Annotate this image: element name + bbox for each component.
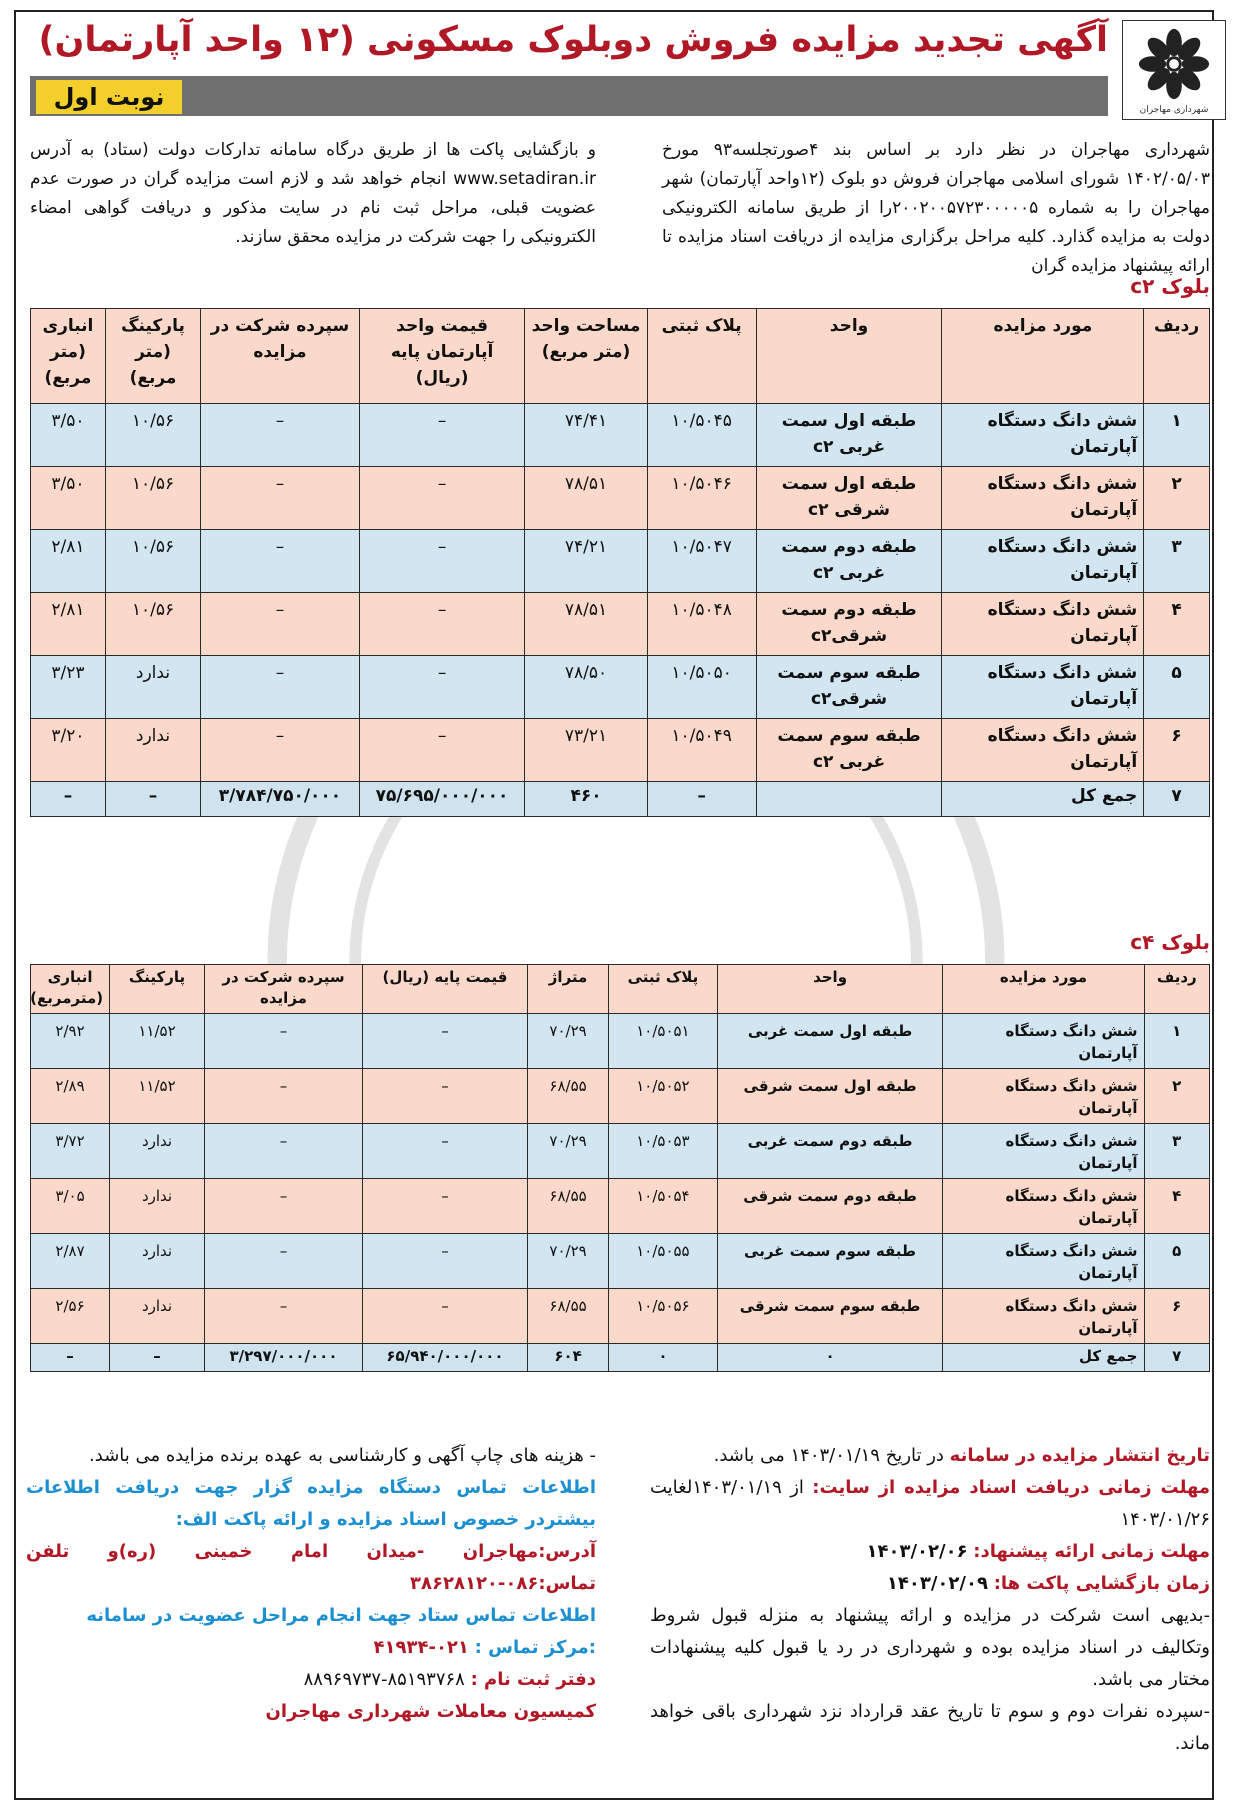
org-contact-heading: اطلاعات تماس دستگاه مزایده گزار جهت دریافت اطلاعات بیشتردر خصوص اسناد مزایده و ارائه پاکت الف:	[26, 1477, 596, 1530]
cell-price: –	[363, 1234, 528, 1289]
header-cell: مساحت واحد (متر مربع)	[525, 309, 647, 404]
call-center-label: :مرکز تماس :	[474, 1637, 596, 1658]
cell-storage: ۳/۰۵	[31, 1179, 110, 1234]
table-header-row	[31, 965, 1210, 1014]
cell-unit: طبقه سوم سمت شرقیc۲	[756, 656, 942, 719]
total-cell-storage: –	[31, 782, 106, 817]
total-cell-unit: ۰	[717, 1344, 943, 1372]
cell-price: –	[363, 1289, 528, 1344]
cell-area: ۷۰/۲۹	[527, 1124, 608, 1179]
cell-storage: ۳/۵۰	[31, 404, 106, 467]
cell-item: شش دانگ دستگاه آپارتمان	[942, 467, 1144, 530]
cell-parking: ندارد	[110, 1289, 205, 1344]
cell-area: ۷۳/۲۱	[525, 719, 647, 782]
table-row	[31, 530, 1210, 593]
cell-storage: ۲/۸۱	[31, 530, 106, 593]
cell-item: شش دانگ دستگاه آپارتمان	[942, 530, 1144, 593]
table-row	[31, 1179, 1210, 1234]
cell-n: ۵	[1144, 656, 1210, 719]
header-cell: واحد	[717, 965, 943, 1014]
cell-price: –	[359, 719, 525, 782]
cell-unit: طبقه اول سمت غربی	[717, 1014, 943, 1069]
block-c2-table	[30, 308, 1210, 817]
header-cell: پارکینگ (متر مربع)	[105, 309, 200, 404]
edition-badge: نوبت اول	[36, 80, 182, 114]
cell-area: ۷۴/۲۱	[525, 530, 647, 593]
cell-area: ۷۸/۵۰	[525, 656, 647, 719]
cell-area: ۶۸/۵۵	[527, 1069, 608, 1124]
cell-plaque: ۱۰/۵۰۵۰	[647, 656, 756, 719]
header-cell: انباری (مترمربع)	[31, 965, 110, 1014]
total-row	[31, 782, 1210, 817]
header-cell: سپرده شرکت در مزایده	[201, 309, 360, 404]
cell-storage: ۲/۹۲	[31, 1014, 110, 1069]
note-deposit: -سپرده نفرات دوم و سوم تا تاریخ عقد قرارداد نزد شهرداری باقی خواهد ماند.	[650, 1701, 1210, 1754]
cell-deposit: –	[204, 1179, 362, 1234]
cell-price: –	[363, 1014, 528, 1069]
header-cell: مورد مزایده	[943, 965, 1144, 1014]
table-row	[31, 593, 1210, 656]
header-cell: سپرده شرکت در مزایده	[204, 965, 362, 1014]
total-cell-plaque: ۰	[609, 1344, 717, 1372]
contact-section	[26, 1440, 596, 1728]
cell-plaque: ۱۰/۵۰۴۶	[647, 467, 756, 530]
cell-unit: طبقه سوم سمت شرقی	[717, 1289, 943, 1344]
block-c4-table	[30, 964, 1210, 1372]
cell-deposit: –	[201, 656, 360, 719]
cell-deposit: –	[201, 404, 360, 467]
cell-n: ۱	[1144, 1014, 1210, 1069]
setad-contact-heading: اطلاعات تماس ستاد جهت انجام مراحل عضویت در سامانه	[86, 1605, 596, 1626]
cell-item: شش دانگ دستگاه آپارتمان	[942, 404, 1144, 467]
cell-parking: ندارد	[110, 1124, 205, 1179]
total-cell-item: جمع کل	[942, 782, 1144, 817]
total-cell-n: ۷	[1144, 1344, 1210, 1372]
header-cell: ردیف	[1144, 965, 1210, 1014]
block-c4-label: بلوک c۴	[1130, 930, 1210, 954]
header-cell: واحد	[756, 309, 942, 404]
cell-storage: ۲/۸۹	[31, 1069, 110, 1124]
cell-n: ۲	[1144, 1069, 1210, 1124]
table-row	[31, 656, 1210, 719]
cell-item: شش دانگ دستگاه آپارتمان	[943, 1289, 1144, 1344]
cell-storage: ۲/۸۱	[31, 593, 106, 656]
cell-price: –	[363, 1069, 528, 1124]
total-cell-deposit: ۳/۲۹۷/۰۰۰/۰۰۰	[204, 1344, 362, 1372]
total-cell-area: ۴۶۰	[525, 782, 647, 817]
cell-storage: ۳/۷۲	[31, 1124, 110, 1179]
cell-item: شش دانگ دستگاه آپارتمان	[943, 1179, 1144, 1234]
advert-header	[30, 14, 1226, 124]
cell-unit: طبقه سوم سمت غربی c۲	[756, 719, 942, 782]
table-row	[31, 1234, 1210, 1289]
signature: کمیسیون معاملات شهرداری مهاجران	[265, 1701, 596, 1722]
cell-n: ۲	[1144, 467, 1210, 530]
total-cell-storage: –	[31, 1344, 110, 1372]
cell-plaque: ۱۰/۵۰۵۵	[609, 1234, 717, 1289]
cell-plaque: ۱۰/۵۰۵۶	[609, 1289, 717, 1344]
header-cell: قیمت واحد آپارتمان پایه (ریال)	[359, 309, 525, 404]
docs-label: مهلت زمانی دریافت اسناد مزایده از سایت:	[812, 1477, 1210, 1498]
cell-plaque: ۱۰/۵۰۵۲	[609, 1069, 717, 1124]
cell-area: ۷۴/۴۱	[525, 404, 647, 467]
opening-label: زمان بازگشایی پاکت ها:	[993, 1573, 1210, 1594]
cell-price: –	[363, 1179, 528, 1234]
cell-parking: ندارد	[110, 1234, 205, 1289]
cell-storage: ۳/۲۳	[31, 656, 106, 719]
cell-unit: طبقه اول سمت شرقی	[717, 1069, 943, 1124]
cell-unit: طبقه اول سمت شرقی c۲	[756, 467, 942, 530]
cost-note: - هزینه های چاپ آگهی و کارشناسی به عهده برنده مزایده می باشد.	[89, 1445, 596, 1466]
cell-parking: ندارد	[105, 656, 200, 719]
cell-price: –	[359, 404, 525, 467]
offer-value: ۱۴۰۳/۰۲/۰۶	[866, 1541, 968, 1562]
table-row	[31, 1069, 1210, 1124]
total-cell-plaque: –	[647, 782, 756, 817]
call-center	[26, 1632, 596, 1664]
intro-paragraph-right: شهرداری مهاجران در نظر دارد بر اساس بند ۴صورتجلسه۹۳ مورخ ۱۴۰۲/۰۵/۰۳ شورای اسلامی مهاجران فروش دو بلوک (۱۲واحد آپارتمان) شهر مهاجران را به شماره ۲۰۰۲۰۰۵۷۲۳۰۰۰۰۰۵را از طریق سامانه الکترونیکی دولت به مزایده گذارد. کلیه مراحل برگزاری مزایده از دریافت اسناد مزایده تا ارائه پیشنهاد مزایده گران	[662, 140, 1211, 276]
cell-unit: طبقه اول سمت غربی c۲	[756, 404, 942, 467]
cell-deposit: –	[201, 593, 360, 656]
cell-deposit: –	[204, 1124, 362, 1179]
registry-value: ۸۵۱۹۳۷۶۸-۸۸۹۶۹۷۳۷	[303, 1669, 465, 1690]
table-row	[31, 1289, 1210, 1344]
header-cell: ردیف	[1144, 309, 1210, 404]
total-cell-unit	[756, 782, 942, 817]
cell-price: –	[359, 656, 525, 719]
total-cell-area: ۶۰۴	[527, 1344, 608, 1372]
cell-n: ۳	[1144, 530, 1210, 593]
cell-item: شش دانگ دستگاه آپارتمان	[942, 656, 1144, 719]
cell-deposit: –	[201, 719, 360, 782]
table-header-row	[31, 309, 1210, 404]
publish-label: تاریخ انتشار مزایده در سامانه	[949, 1445, 1210, 1466]
advert-title: آگهی تجدید مزایده فروش دوبلوک مسکونی (۱۲ واحد آپارتمان)	[38, 20, 1108, 60]
cell-parking: ۱۱/۵۲	[110, 1069, 205, 1124]
municipality-logo	[1122, 20, 1226, 120]
cell-item: شش دانگ دستگاه آپارتمان	[942, 719, 1144, 782]
total-cell-parking: –	[105, 782, 200, 817]
logo-caption: شهرداری مهاجران	[1139, 105, 1209, 115]
block-c2-label: بلوک c۲	[1130, 274, 1210, 298]
call-center-value: ۰۲۱-۴۱۹۳۴	[373, 1637, 469, 1658]
offer-deadline	[650, 1536, 1210, 1568]
cell-price: –	[359, 467, 525, 530]
registry-office	[26, 1664, 596, 1696]
table-row	[31, 1014, 1210, 1069]
cell-item: شش دانگ دستگاه آپارتمان	[943, 1124, 1144, 1179]
table-row	[31, 719, 1210, 782]
total-cell-price: ۷۵/۶۹۵/۰۰۰/۰۰۰	[359, 782, 525, 817]
title-subbar	[30, 76, 1108, 116]
cell-plaque: ۱۰/۵۰۵۴	[609, 1179, 717, 1234]
cell-item: شش دانگ دستگاه آپارتمان	[943, 1069, 1144, 1124]
cell-parking: ۱۰/۵۶	[105, 404, 200, 467]
opening-value: ۱۴۰۳/۰۲/۰۹	[886, 1573, 988, 1594]
total-cell-parking: –	[110, 1344, 205, 1372]
total-cell-item: جمع کل	[943, 1344, 1144, 1372]
cell-n: ۴	[1144, 1179, 1210, 1234]
total-cell-deposit: ۳/۷۸۴/۷۵۰/۰۰۰	[201, 782, 360, 817]
intro-paragraph-left: و بازگشایی پاکت ها از طریق درگاه سامانه تدارکات دولت (ستاد) به آدرس www.setadiran.ir انجام خواهد شد و لازم است مزایده گران در صورت عدم عضویت قبلی، مراحل ثبت نام در سایت مذکور و دریافت گواهی امضاء الکترونیکی را جهت شرکت در مزایده محقق سازند.	[30, 140, 596, 247]
table-row	[31, 1124, 1210, 1179]
header-cell: پلاک ثبتی	[647, 309, 756, 404]
cell-deposit: –	[204, 1014, 362, 1069]
cell-price: –	[363, 1124, 528, 1179]
cell-storage: ۳/۵۰	[31, 467, 106, 530]
cell-plaque: ۱۰/۵۰۴۷	[647, 530, 756, 593]
cell-parking: ۱۰/۵۶	[105, 530, 200, 593]
cell-unit: طبقه دوم سمت غربی c۲	[756, 530, 942, 593]
cell-item: شش دانگ دستگاه آپارتمان	[943, 1234, 1144, 1289]
total-cell-price: ۶۵/۹۴۰/۰۰۰/۰۰۰	[363, 1344, 528, 1372]
header-cell: مورد مزایده	[942, 309, 1144, 404]
cell-item: شش دانگ دستگاه آپارتمان	[942, 593, 1144, 656]
org-address: آدرس:مهاجران -میدان امام خمینی (ره)و تلفن تماس:۰۸۶-۳۸۶۲۸۱۲۰	[26, 1541, 596, 1594]
cell-area: ۷۰/۲۹	[527, 1234, 608, 1289]
cell-storage: ۳/۲۰	[31, 719, 106, 782]
cell-plaque: ۱۰/۵۰۴۸	[647, 593, 756, 656]
cell-parking: ندارد	[105, 719, 200, 782]
cell-n: ۱	[1144, 404, 1210, 467]
opening-date	[650, 1568, 1210, 1600]
publish-value: در تاریخ ۱۴۰۳/۰۱/۱۹ می باشد.	[713, 1445, 944, 1466]
cell-area: ۷۸/۵۱	[525, 467, 647, 530]
cell-plaque: ۱۰/۵۰۴۵	[647, 404, 756, 467]
table-row	[31, 467, 1210, 530]
header-cell: متراژ	[527, 965, 608, 1014]
cell-parking: ۱۱/۵۲	[110, 1014, 205, 1069]
cell-unit: طبقه دوم سمت شرقیc۲	[756, 593, 942, 656]
offer-label: مهلت زمانی ارائه پیشنهاد:	[973, 1541, 1210, 1562]
cell-area: ۷۸/۵۱	[525, 593, 647, 656]
cell-n: ۳	[1144, 1124, 1210, 1179]
cell-n: ۶	[1144, 1289, 1210, 1344]
cell-n: ۴	[1144, 593, 1210, 656]
cell-area: ۷۰/۲۹	[527, 1014, 608, 1069]
cell-price: –	[359, 593, 525, 656]
note-conditions: -بدیهی است شرکت در مزایده و ارائه پیشنهاد به منزله قبول شروط وتکالیف در اسناد مزایده بوده و شهرداری در رد یا قبول کلیه پیشنهادات مختار می باشد.	[650, 1605, 1210, 1690]
cell-plaque: ۱۰/۵۰۵۱	[609, 1014, 717, 1069]
cell-storage: ۲/۸۷	[31, 1234, 110, 1289]
cell-area: ۶۸/۵۵	[527, 1179, 608, 1234]
cell-parking: ۱۰/۵۶	[105, 467, 200, 530]
total-row	[31, 1344, 1210, 1372]
cell-parking: ندارد	[110, 1179, 205, 1234]
cell-plaque: ۱۰/۵۰۵۳	[609, 1124, 717, 1179]
cell-deposit: –	[204, 1289, 362, 1344]
table-row	[31, 404, 1210, 467]
total-cell-n: ۷	[1144, 782, 1210, 817]
schedule-section	[650, 1440, 1210, 1760]
cell-storage: ۲/۵۶	[31, 1289, 110, 1344]
cell-deposit: –	[204, 1069, 362, 1124]
cell-parking: ۱۰/۵۶	[105, 593, 200, 656]
cell-area: ۶۸/۵۵	[527, 1289, 608, 1344]
cell-n: ۵	[1144, 1234, 1210, 1289]
cell-unit: طبقه سوم سمت غربی	[717, 1234, 943, 1289]
header-cell: قیمت پایه (ریال)	[363, 965, 528, 1014]
docs-deadline	[650, 1472, 1210, 1536]
cell-deposit: –	[204, 1234, 362, 1289]
cell-price: –	[359, 530, 525, 593]
publish-date	[650, 1440, 1210, 1472]
cell-deposit: –	[201, 467, 360, 530]
cell-plaque: ۱۰/۵۰۴۹	[647, 719, 756, 782]
rosette-emblem-icon	[1135, 25, 1213, 103]
cell-deposit: –	[201, 530, 360, 593]
cell-item: شش دانگ دستگاه آپارتمان	[943, 1014, 1144, 1069]
cell-unit: طبقه دوم سمت شرقی	[717, 1179, 943, 1234]
header-cell: پارکینگ	[110, 965, 205, 1014]
header-cell: انباری (متر مربع)	[31, 309, 106, 404]
registry-label: دفتر ثبت نام :	[470, 1669, 596, 1690]
docs-value: از ۱۴۰۳/۰۱/۱۹لغایت ۱۴۰۳/۰۱/۲۶	[650, 1477, 1210, 1530]
header-cell: پلاک ثبتی	[609, 965, 717, 1014]
cell-n: ۶	[1144, 719, 1210, 782]
cell-unit: طبقه دوم سمت غربی	[717, 1124, 943, 1179]
